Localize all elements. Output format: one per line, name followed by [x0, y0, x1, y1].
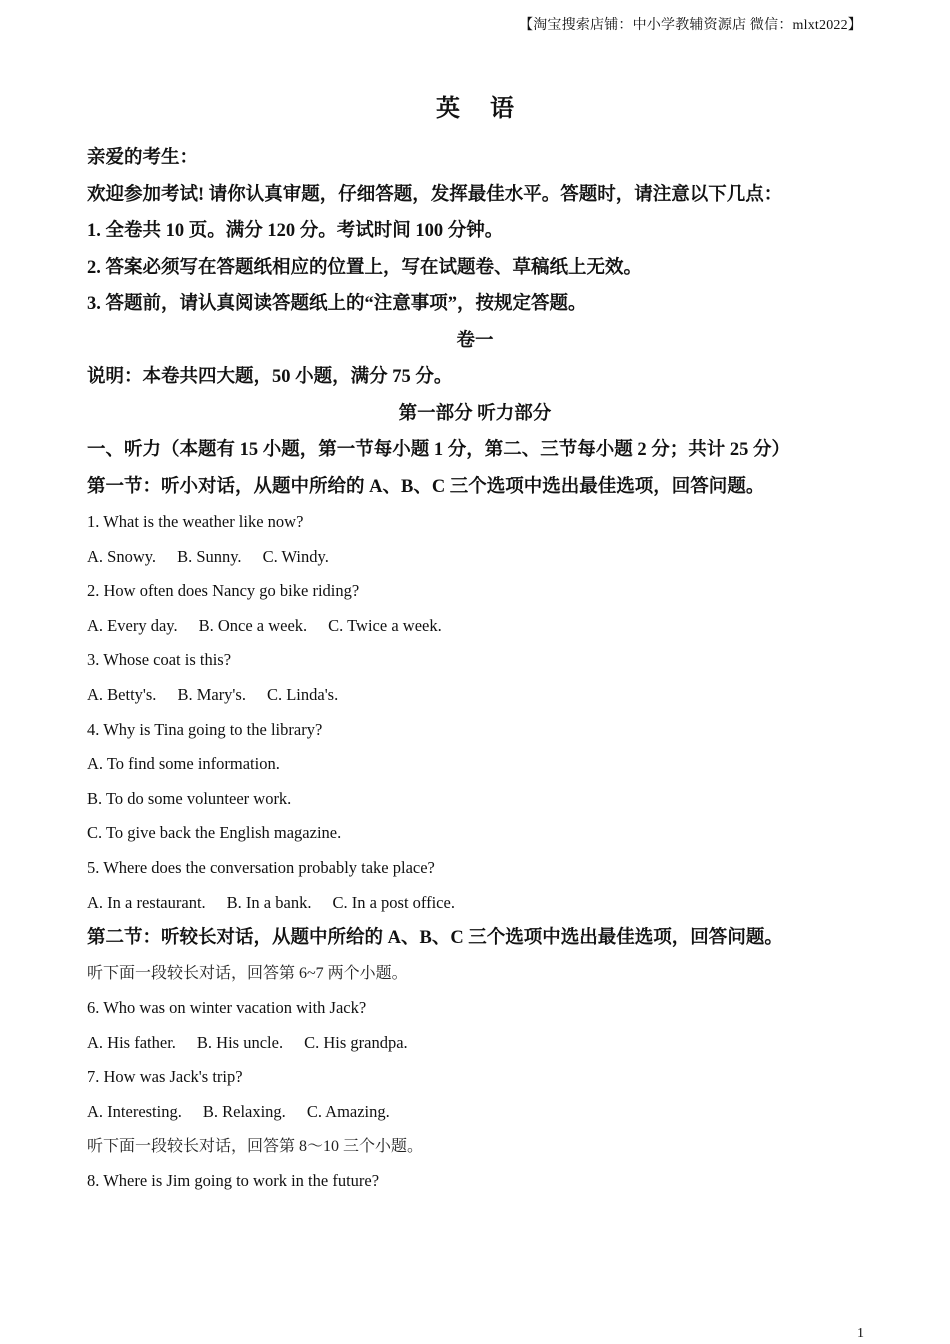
option-2c: C. Twice a week. — [328, 615, 442, 635]
volume-title: 卷一 — [456, 330, 494, 351]
option-6a: A. His father. — [87, 1032, 176, 1052]
header-note: 【淘宝搜索店铺：中小学教辅资源店 微信：mlxt2022】 — [519, 18, 862, 33]
note-3: 3. 答题前，请认真阅读答题纸上的“注意事项”，按规定答题。 — [87, 294, 587, 314]
question-6-options — [87, 1026, 867, 1061]
option-5c: C. In a post office. — [332, 892, 455, 912]
option-1a: A. Snowy. — [87, 546, 157, 566]
question-2: 2. How often does Nancy go bike riding? — [87, 581, 360, 601]
listening-section-heading: 一、听力（本题有 15 小题，第一节每小题 1 分，第二、三节每小题 2 分；共计 25 分） — [87, 440, 791, 460]
part-title: 第一部分 听力部分 — [398, 403, 552, 424]
question-3: 3. Whose coat is this? — [87, 650, 232, 670]
question-6: 6. Who was on winter vacation with Jack? — [87, 998, 367, 1018]
question-7-options — [87, 1095, 867, 1130]
option-2a: A. Every day. — [87, 615, 178, 635]
option-6b: B. His uncle. — [196, 1032, 284, 1052]
option-2b: B. Once a week. — [198, 615, 308, 635]
option-3a: A. Betty's. — [87, 684, 157, 704]
option-4a: A. To find some information. — [87, 754, 280, 774]
greeting: 亲爱的考生： — [87, 148, 199, 168]
question-3-options — [87, 678, 867, 713]
question-5-options — [87, 886, 867, 921]
note-1: 1. 全卷共 10 页。满分 120 分。考试时间 100 分钟。 — [87, 221, 504, 241]
option-4c: C. To give back the English magazine. — [87, 823, 342, 843]
page-content — [87, 140, 867, 1199]
welcome-text: 欢迎参加考试! 请你认真审题，仔细答题，发挥最佳水平。答题时，请注意以下几点： — [87, 184, 783, 205]
option-1b: B. Sunny. — [177, 546, 242, 566]
document-title: 英 语 — [436, 96, 526, 122]
option-7a: A. Interesting. — [87, 1102, 182, 1121]
page-number: 1 — [857, 1326, 864, 1341]
note-2: 2. 答案必须写在答题纸相应的位置上，写在试题卷、草稿纸上无效。 — [87, 257, 643, 278]
instruction-8-10: 听下面一段较长对话，回答第 8～10 三个小题。 — [87, 1137, 424, 1155]
question-4: 4. Why is Tina going to the library? — [87, 719, 323, 739]
option-5b: B. In a bank. — [226, 892, 312, 912]
volume-description: 说明：本卷共四大题，50 小题，满分 75 分。 — [87, 367, 453, 387]
instruction-6-7: 听下面一段较长对话，回答第 6~7 两个小题。 — [87, 964, 408, 982]
option-7b: B. Relaxing. — [202, 1102, 286, 1121]
option-1c: C. Windy. — [262, 546, 329, 566]
question-2-options — [87, 609, 867, 644]
question-1-options — [87, 540, 867, 575]
question-7: 7. How was Jack's trip? — [87, 1067, 243, 1087]
option-5a: A. In a restaurant. — [87, 892, 206, 912]
subsection-2-heading: 第二节：听较长对话，从题中所给的 A、B、C 三个选项中选出最佳选项，回答问题。 — [87, 928, 783, 949]
question-8: 8. Where is Jim going to work in the future? — [87, 1171, 380, 1191]
question-1: 1. What is the weather like now? — [87, 512, 304, 531]
subsection-1-heading: 第一节：听小对话，从题中所给的 A、B、C 三个选项中选出最佳选项，回答问题。 — [87, 476, 765, 497]
option-3c: C. Linda's. — [266, 684, 339, 704]
option-3b: B. Mary's. — [177, 684, 246, 704]
option-6c: C. His grandpa. — [304, 1032, 408, 1052]
option-7c: C. Amazing. — [306, 1102, 390, 1121]
option-4b: B. To do some volunteer work. — [87, 788, 292, 808]
question-5: 5. Where does the conversation probably take place? — [87, 857, 435, 877]
